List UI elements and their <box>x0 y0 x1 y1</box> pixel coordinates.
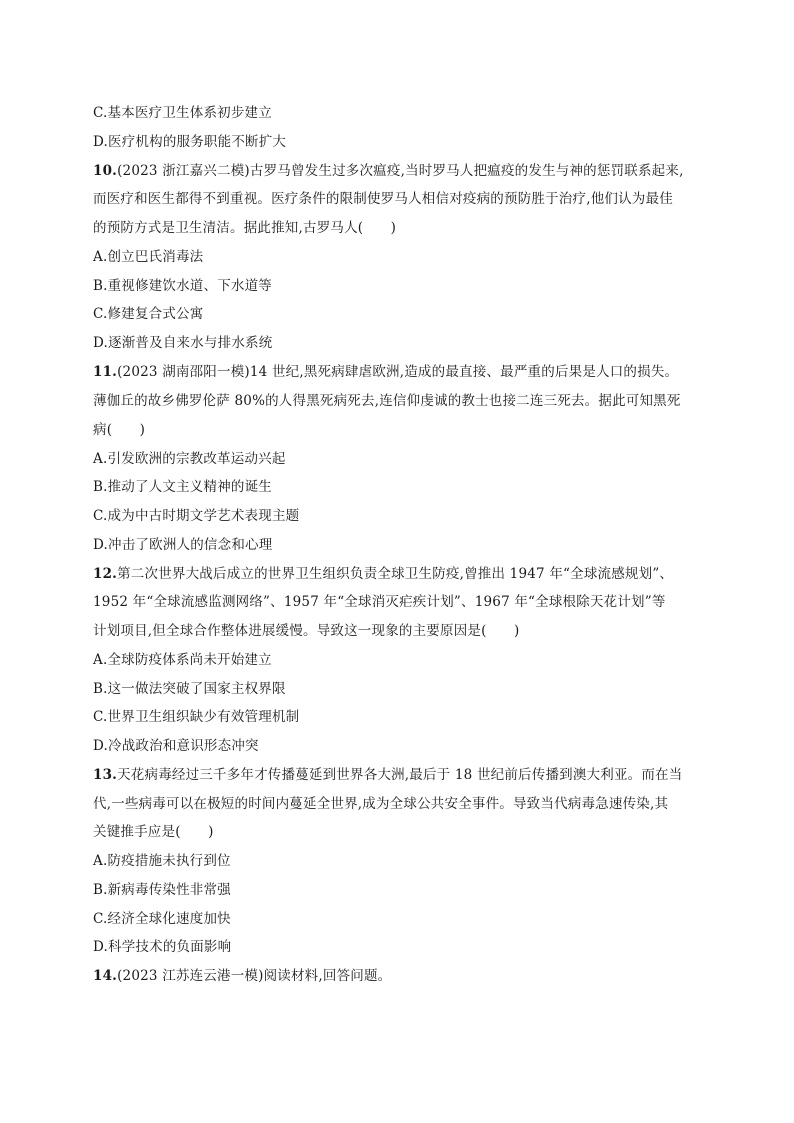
option-d-q13: D.科学技术的负面影响 <box>93 939 232 955</box>
question-10-line-2: 而医疗和医生都得不到重视。医疗条件的限制使罗马人相信对疫病的预防胜于治疗,他们认为最佳 <box>93 191 673 207</box>
option-b-q12: B.这一做法突破了国家主权界限 <box>93 681 286 697</box>
option-a-q12: A.全球防疫体系尚未开始建立 <box>93 652 272 668</box>
option-c-q13: C.经济全球化速度加快 <box>93 911 231 927</box>
option-c-q11: C.成为中古时期文学艺术表现主题 <box>93 508 300 524</box>
option-c-q10: C.修建复合式公寓 <box>93 306 204 322</box>
question-13-line-2: 代,一些病毒可以在极短的时间内蔓延全世界,成为全球公共安全事件。导致当代病毒急速传染,其 <box>93 796 669 812</box>
question-number: 10. <box>93 163 118 179</box>
option-d-q12: D.冷战政治和意识形态冲突 <box>93 738 259 754</box>
question-12-line-2: 1952 年“全球流感监测网络”、1957 年“全球消灭疟疾计划”、1967 年“全球根除天花计划”等 <box>93 594 666 610</box>
option-a-q11: A.引发欧洲的宗教改革运动兴起 <box>93 451 286 467</box>
option-b-q13: B.新病毒传染性非常强 <box>93 882 231 898</box>
question-13-line-3: 关键推手应是( ) <box>93 824 214 840</box>
question-14-line-1: 14.(2023 江苏连云港一模)阅读材料,回答问题。 <box>93 968 392 984</box>
question-11-line-2: 薄伽丘的故乡佛罗伦萨 80%的人得黑死病死去,连信仰虔诚的教士也接二连三死去。据此可知黑死 <box>93 393 681 409</box>
option-a-q10: A.创立巴氏消毒法 <box>93 249 204 265</box>
question-11-line-1: 11.(2023 湖南邵阳一模)14 世纪,黑死病肆虐欧洲,造成的最直接、最严重的后果是人口的损失。 <box>93 364 679 380</box>
question-number: 14. <box>93 968 118 984</box>
question-number: 13. <box>93 767 118 783</box>
option-d-q11: D.冲击了欧洲人的信念和心理 <box>93 537 273 553</box>
question-11-line-3: 病( ) <box>93 422 146 438</box>
option-b-q10: B.重视修建饮水道、下水道等 <box>93 278 273 294</box>
question-number: 11. <box>93 364 118 380</box>
question-number: 12. <box>93 566 118 582</box>
question-10-line-3: 的预防方式是卫生清洁。据此推知,古罗马人( ) <box>93 220 397 236</box>
question-12-line-1: 12.第二次世界大战后成立的世界卫生组织负责全球卫生防疫,曾推出 1947 年“全球流感规划”、 <box>93 566 674 582</box>
option-d-q10: D.逐渐普及自来水与排水系统 <box>93 335 273 351</box>
option-c-q9: C.基本医疗卫生体系初步建立 <box>93 105 272 121</box>
option-b-q11: B.推动了人文主义精神的诞生 <box>93 479 273 495</box>
question-10-line-1: 10.(2023 浙江嘉兴二模)古罗马曾发生过多次瘟疫,当时罗马人把瘟疫的发生与神的惩罚联系起来, <box>93 163 684 179</box>
option-d-q9: D.医疗机构的服务职能不断扩大 <box>93 134 287 150</box>
question-12-line-3: 计划项目,但全球合作整体进展缓慢。导致这一现象的主要原因是( ) <box>93 623 520 639</box>
option-a-q13: A.防疫措施未执行到位 <box>93 853 231 869</box>
option-c-q12: C.世界卫生组织缺少有效管理机制 <box>93 709 300 725</box>
question-13-line-1: 13.天花病毒经过三千多年才传播蔓延到世界各大洲,最后于 18 世纪前后传播到澳大利亚。而在当 <box>93 767 683 783</box>
